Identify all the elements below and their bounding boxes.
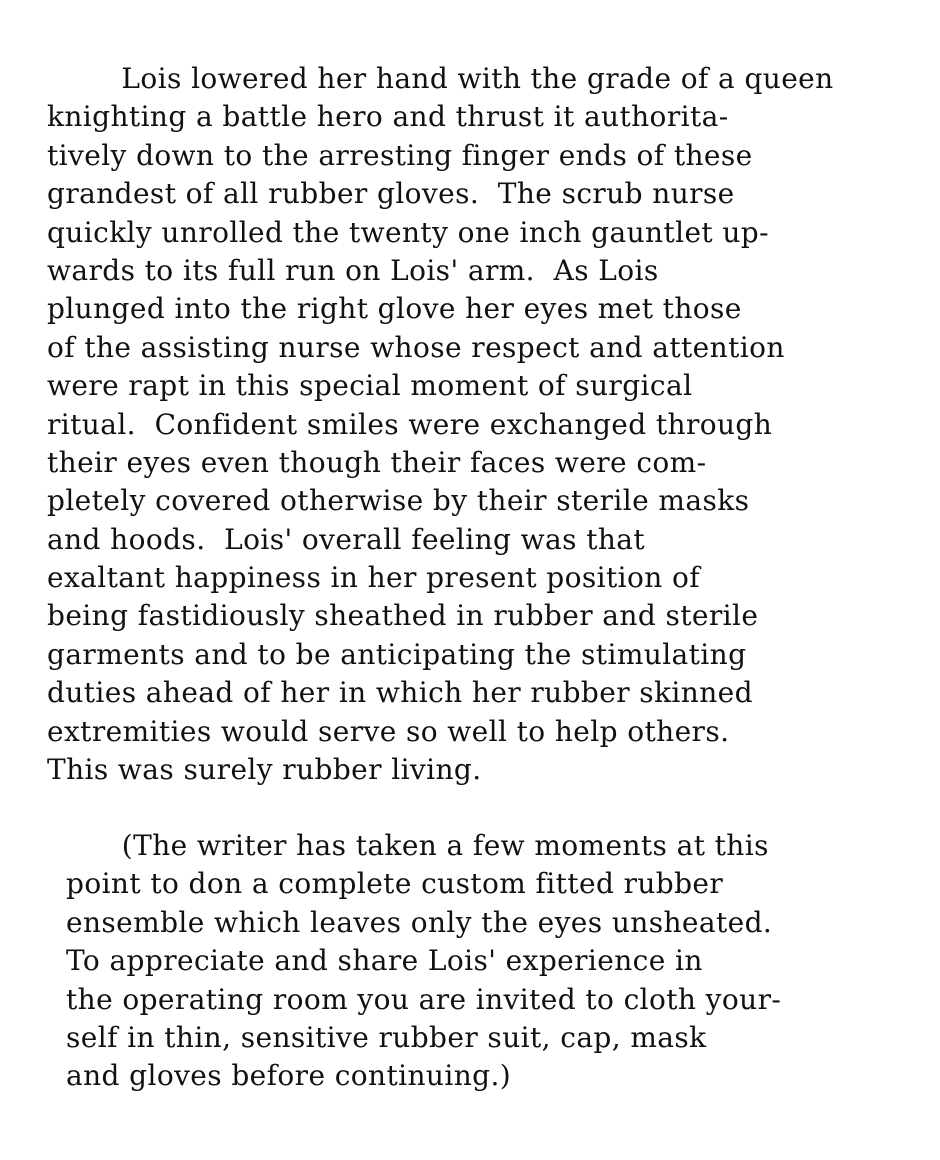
text-line: self in thin, sensitive rubber suit, cap, mask [66, 1020, 707, 1054]
text-line: the operating room you are invited to cloth your- [66, 982, 782, 1016]
text-line: duties ahead of her in which her rubber skinned [47, 676, 753, 710]
text-line: To appreciate and share Lois' experience in [66, 944, 703, 978]
text-line: were rapt in this special moment of surgical [47, 369, 693, 403]
text-line: their eyes even though their faces were com- [47, 445, 707, 479]
text-line: of the assisting nurse whose respect and attention [47, 330, 785, 364]
text-line: extremities would serve so well to help others. [47, 714, 730, 748]
text-line: and gloves before continuing.) [66, 1059, 512, 1093]
paragraph-lois-gloves [47, 60, 907, 789]
text-line: knighting a battle hero and thrust it authorita- [47, 100, 729, 134]
text-line: being fastidiously sheathed in rubber and sterile [47, 599, 759, 633]
text-line: ritual. Confident smiles were exchanged through [47, 407, 773, 441]
text-line: (The writer has taken a few moments at this [66, 829, 769, 862]
text-line: This was surely rubber living. [47, 753, 482, 787]
text-line: Lois lowered her hand with the grade of a queen [47, 62, 834, 95]
text-line: ensemble which leaves only the eyes unsheated. [66, 905, 773, 939]
text-line: and hoods. Lois' overall feeling was that [47, 522, 646, 556]
text-line: grandest of all rubber gloves. The scrub nurse [47, 177, 735, 211]
text-line: wards to its full run on Lois' arm. As Lois [47, 253, 659, 287]
text-line: tively down to the arresting finger ends of these [47, 138, 753, 172]
text-line: pletely covered otherwise by their sterile masks [47, 484, 750, 518]
text-line: garments and to be anticipating the stimulating [47, 637, 747, 671]
text-line: exaltant happiness in her present position of [47, 561, 701, 595]
text-line: point to don a complete custom fitted rubber [66, 867, 724, 901]
text-line: quickly unrolled the twenty one inch gauntlet up- [47, 215, 769, 249]
paragraph-writer-note [66, 827, 916, 1096]
text-line: plunged into the right glove her eyes met those [47, 292, 742, 326]
